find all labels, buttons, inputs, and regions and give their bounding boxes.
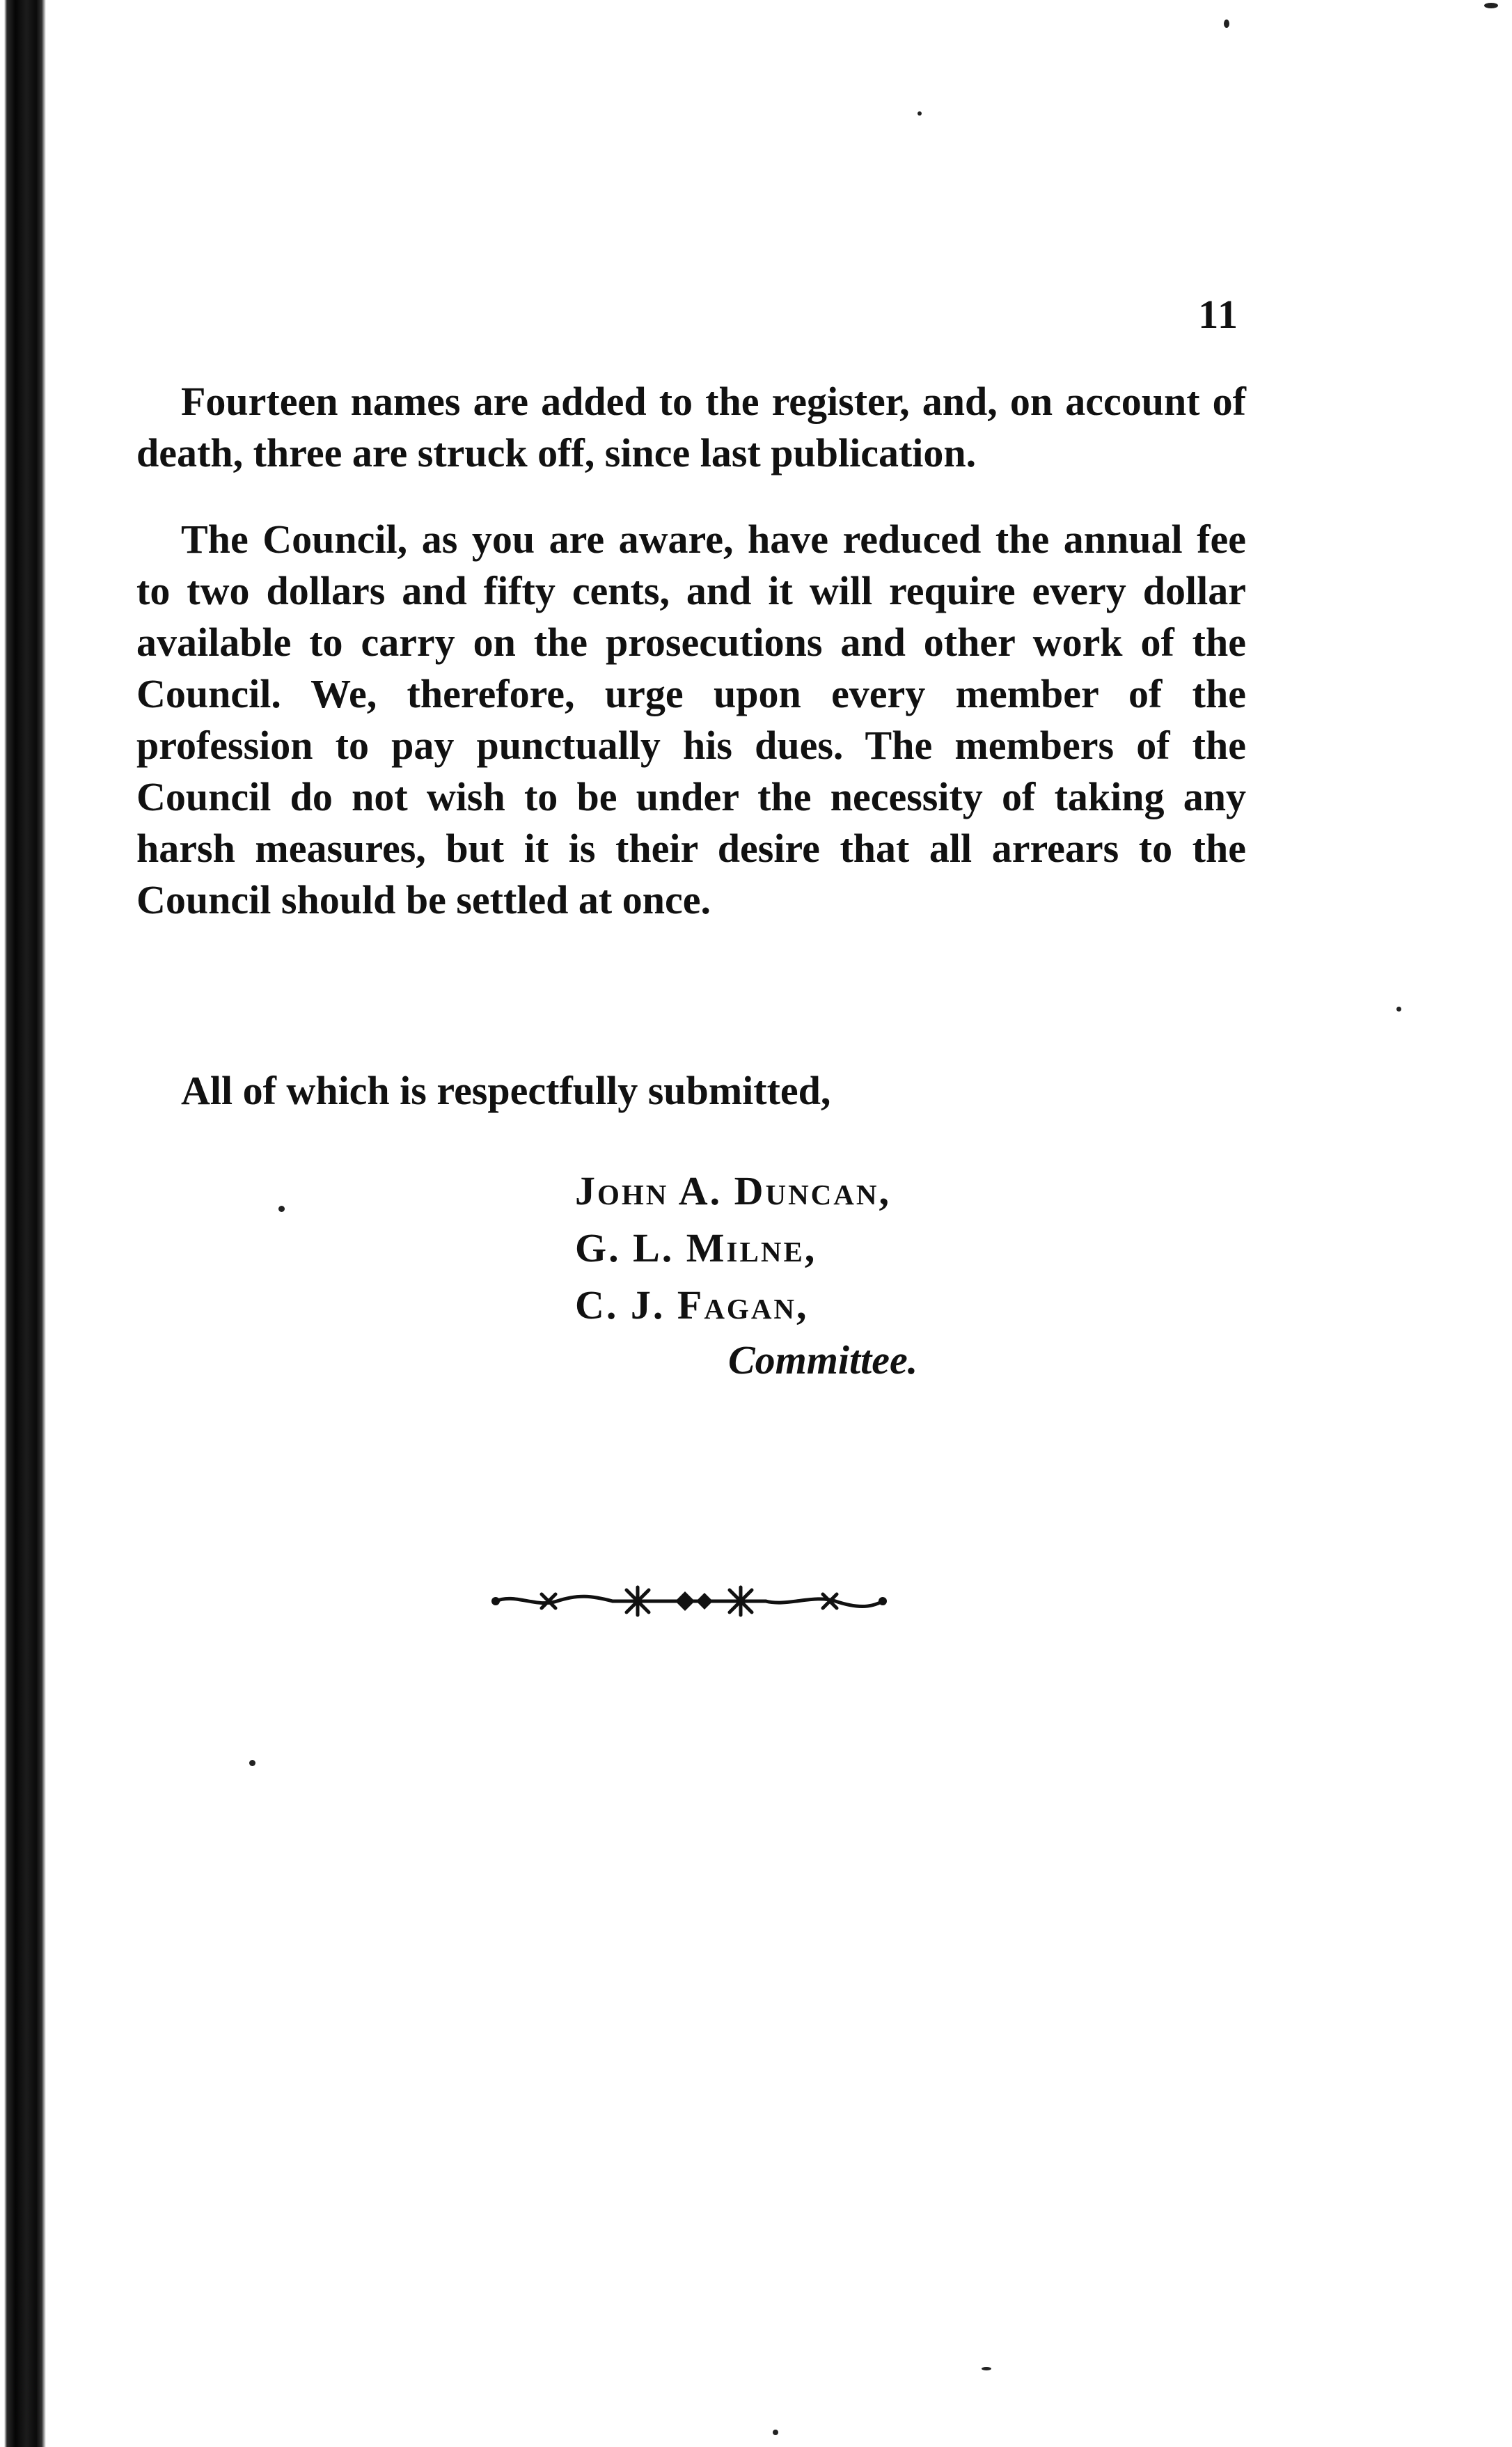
paper-speck [982, 2367, 991, 2370]
decorative-rule-icon [487, 1580, 891, 1622]
signature-block [575, 1163, 891, 1334]
signatory-milne: G. L. Milne, [575, 1225, 817, 1270]
paper-speck [249, 1760, 255, 1766]
paragraph-annual-fee: The Council, as you are aware, have reduced the annual fee to two dollars and fifty cents, and it will require every dollar available to carry on the prosecutions and other work of the Council. We, therefore, urge upon every member of the profession to pay punctually his dues. The members of the Council do not wish to be under the necessity of taking any harsh measures, but it is their desire that all arrears to the Council should be settled at once. [136, 517, 1246, 922]
paper-speck [278, 1206, 285, 1212]
paper-speck [1224, 19, 1229, 28]
paragraph-register: Fourteen names are added to the register, and, on account of death, three are struck off, since last publication. [136, 379, 1246, 475]
closing-line: All of which is respectfully submitted, [181, 1068, 831, 1113]
paper-speck [1484, 3, 1498, 8]
committee-label: Committee. [728, 1337, 918, 1383]
paper-speck [773, 2430, 778, 2435]
paper-speck [1396, 1007, 1401, 1012]
paper-speck [918, 111, 922, 116]
body-text [136, 376, 1246, 961]
signatory-duncan: John A. Duncan, [575, 1168, 892, 1213]
binding-edge [0, 0, 64, 2447]
signatory-fagan: C. J. Fagan, [575, 1282, 809, 1328]
page-number: 11 [1198, 292, 1239, 337]
